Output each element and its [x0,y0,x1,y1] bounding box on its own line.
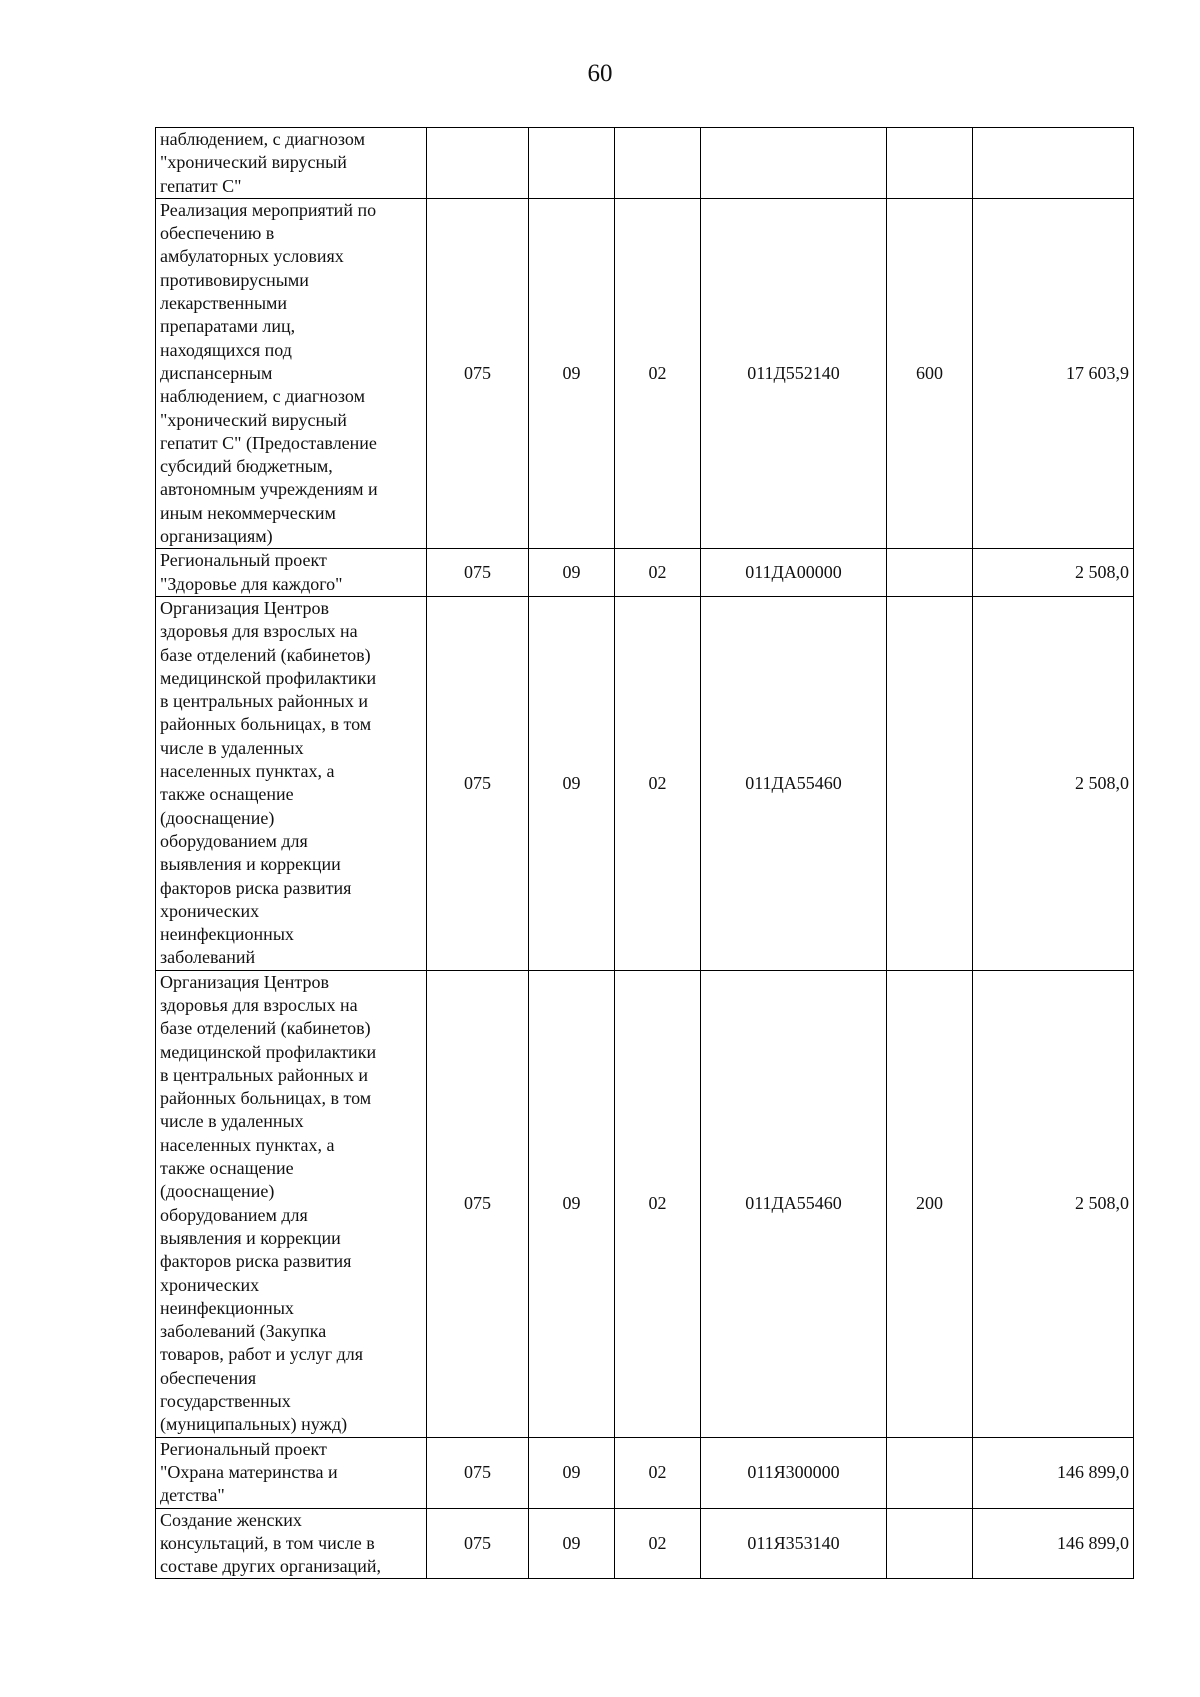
description-line: Организация Центров [160,597,329,618]
target-article-cell [701,128,887,199]
description-line: консультаций, в том числе в [160,1532,375,1553]
table-row [156,596,1134,970]
description-line: "хронический вирусный [160,152,347,173]
target-article-cell: 011ДА55460 [701,596,887,970]
description-cell [156,128,427,199]
section-code-cell: 09 [529,549,615,597]
page-number: 60 [587,60,613,87]
description-line: оборудованием для [160,830,308,851]
table-row [156,128,1134,199]
ministry-code-cell: 075 [427,596,529,970]
description-line: "Охрана материнства и [160,1461,338,1482]
description-line: государственных [160,1391,291,1412]
description-line: иным некоммерческим [160,502,336,523]
section-code-cell: 09 [529,198,615,548]
target-article-cell: 011Д552140 [701,198,887,548]
expense-type-cell [887,128,973,199]
subsection-code-cell: 02 [615,1508,701,1579]
ministry-code-cell [427,128,529,199]
description-line: неинфекционных [160,924,294,945]
description-line: наблюдением, с диагнозом [160,129,365,149]
description-line: наблюдением, с диагнозом [160,386,365,407]
amount-cell [973,128,1134,199]
ministry-code-cell: 075 [427,1508,529,1579]
description-line: базе отделений (кабинетов) [160,1018,371,1039]
description-line: районных больницах, в том [160,1088,372,1109]
description-line: Организация Центров [160,971,329,992]
description-line: хронических [160,900,260,921]
expense-type-cell [887,1508,973,1579]
description-line: здоровья для взрослых на [160,994,358,1015]
description-line: препаратами лиц, [160,316,296,337]
amount-cell: 2 508,0 [973,970,1134,1437]
description-line: гепатит С" [160,175,242,196]
target-article-cell: 011Я300000 [701,1437,887,1508]
description-line: заболеваний (Закупка [160,1321,327,1342]
amount-cell: 146 899,0 [973,1437,1134,1508]
description-cell [156,1508,427,1579]
description-line: Реализация мероприятий по [160,199,377,220]
ministry-code-cell: 075 [427,1437,529,1508]
description-line: противовирусными [160,269,309,290]
description-line: базе отделений (кабинетов) [160,644,371,665]
description-line: неинфекционных [160,1297,294,1318]
description-line: выявления и коррекции [160,854,341,875]
table-row [156,970,1134,1437]
description-cell [156,549,427,597]
description-cell [156,970,427,1437]
expense-type-cell: 600 [887,198,973,548]
description-line: выявления и коррекции [160,1227,341,1248]
description-cell [156,596,427,970]
description-line: (дооснащение) [160,807,275,828]
description-line: гепатит С" (Предоставление [160,432,377,453]
section-code-cell [529,128,615,199]
description-line: Региональный проект [160,1438,327,1459]
amount-cell: 146 899,0 [973,1508,1134,1579]
description-line: субсидий бюджетным, [160,456,333,477]
subsection-code-cell: 02 [615,198,701,548]
description-line: организациям) [160,526,273,547]
expense-type-cell [887,1437,973,1508]
table-row [156,198,1134,548]
description-line: (дооснащение) [160,1181,275,1202]
description-line: составе других организаций, [160,1556,381,1577]
description-line: товаров, работ и услуг для [160,1344,364,1365]
target-article-cell: 011Я353140 [701,1508,887,1579]
description-line: также оснащение [160,1158,294,1179]
description-line: "Здоровье для каждого" [160,573,343,594]
description-line: районных больницах, в том [160,714,372,735]
subsection-code-cell: 02 [615,549,701,597]
subsection-code-cell: 02 [615,970,701,1437]
description-line: (муниципальных) нужд) [160,1414,348,1435]
section-code-cell: 09 [529,970,615,1437]
description-line: числе в удаленных [160,1111,304,1132]
description-line: медицинской профилактики [160,1041,377,1062]
table-row [156,1437,1134,1508]
description-line: в центральных районных и [160,1064,369,1085]
expense-type-cell [887,596,973,970]
description-line: лекарственными [160,293,288,314]
description-line: детства" [160,1485,225,1506]
description-line: амбулаторных условиях [160,246,344,267]
description-line: населенных пунктах, а [160,761,335,782]
table-row [156,1508,1134,1579]
description-line: числе в удаленных [160,737,304,758]
subsection-code-cell: 02 [615,1437,701,1508]
description-line: оборудованием для [160,1204,308,1225]
table-row [156,549,1134,597]
ministry-code-cell: 075 [427,970,529,1437]
description-cell [156,198,427,548]
section-code-cell: 09 [529,596,615,970]
description-line: Региональный проект [160,550,327,571]
section-code-cell: 09 [529,1437,615,1508]
description-line: заболеваний [160,947,256,968]
amount-cell: 17 603,9 [973,198,1134,548]
description-line: автономным учреждениям и [160,479,378,500]
description-line: обеспечению в [160,223,275,244]
expense-type-cell [887,549,973,597]
target-article-cell: 011ДА00000 [701,549,887,597]
subsection-code-cell: 02 [615,596,701,970]
description-line: "хронический вирусный [160,409,347,430]
description-line: Создание женских [160,1509,302,1530]
ministry-code-cell: 075 [427,198,529,548]
description-line: населенных пунктах, а [160,1134,335,1155]
description-line: здоровья для взрослых на [160,621,358,642]
amount-cell: 2 508,0 [973,549,1134,597]
section-code-cell: 09 [529,1508,615,1579]
amount-cell: 2 508,0 [973,596,1134,970]
budget-table [155,127,1134,1579]
subsection-code-cell [615,128,701,199]
description-line: также оснащение [160,784,294,805]
description-line: хронических [160,1274,260,1295]
expense-type-cell: 200 [887,970,973,1437]
description-line: факторов риска развития [160,877,352,898]
description-line: в центральных районных и [160,691,369,712]
description-line: диспансерным [160,362,273,383]
description-line: медицинской профилактики [160,667,377,688]
description-line: обеспечения [160,1367,257,1388]
ministry-code-cell: 075 [427,549,529,597]
description-line: находящихся под [160,339,292,360]
description-line: факторов риска развития [160,1251,352,1272]
description-cell [156,1437,427,1508]
target-article-cell: 011ДА55460 [701,970,887,1437]
